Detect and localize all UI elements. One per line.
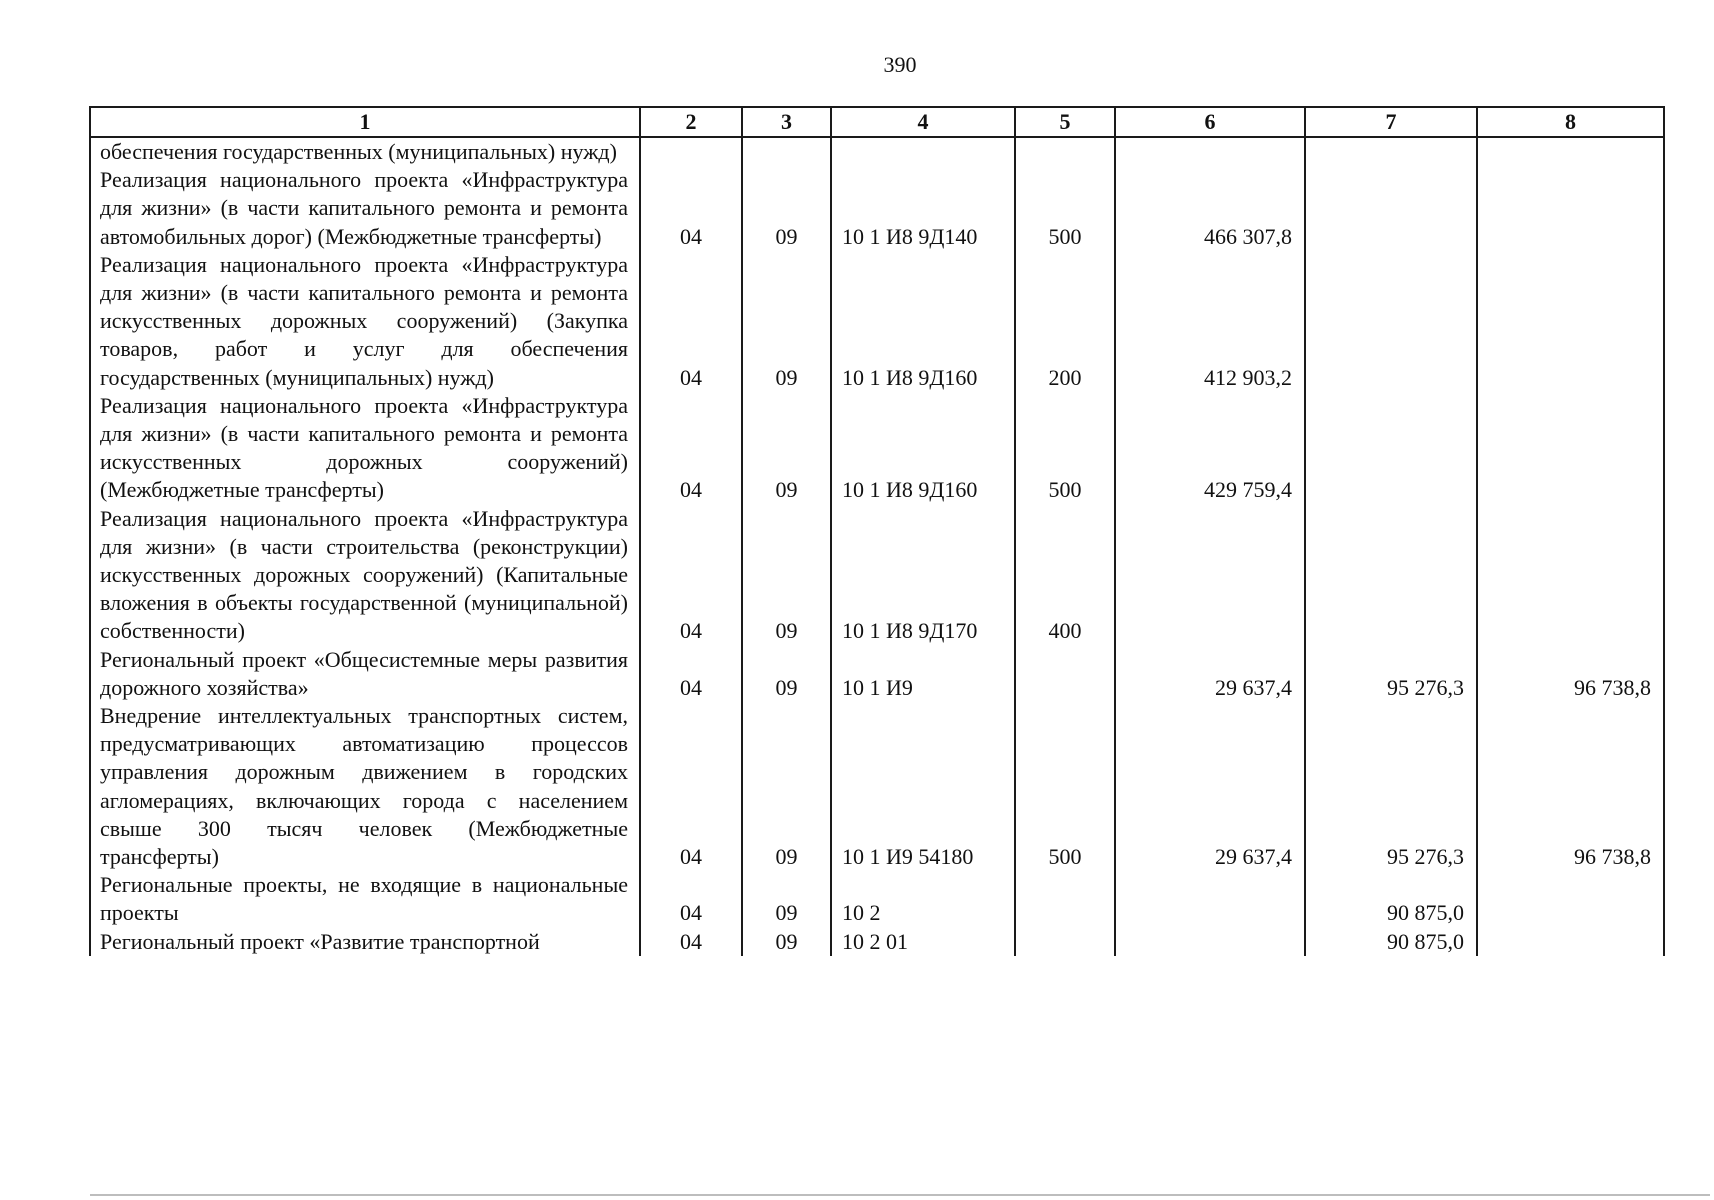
row-expense-type [1015,646,1115,702]
row-name: Региональные проекты, не входящие в национальные проекты [90,871,640,927]
row-amount-col6: 29 637,4 [1115,702,1305,871]
row-amount-col8 [1477,137,1664,166]
row-subsection [742,137,831,166]
row-amount-col8 [1477,392,1664,505]
row-expense-type: 200 [1015,251,1115,392]
row-target-code: 10 1 И9 54180 [831,702,1015,871]
table-row [90,646,1664,702]
row-target-code: 10 1 И8 9Д160 [831,251,1015,392]
header-col-8: 8 [1477,107,1664,137]
row-amount-col7: 90 875,0 [1305,928,1477,956]
row-target-code: 10 1 И8 9Д140 [831,166,1015,251]
row-section: 04 [640,251,742,392]
table-row [90,702,1664,871]
row-target-code: 10 2 [831,871,1015,927]
row-section: 04 [640,505,742,646]
row-name: Реализация национального проекта «Инфраструктура для жизни» (в части капитального ремонта и ремонта автомобильных дорог) (Межбюджетные трансферты) [90,166,640,251]
row-section: 04 [640,702,742,871]
row-subsection: 09 [742,166,831,251]
row-amount-col8 [1477,251,1664,392]
row-amount-col6: 466 307,8 [1115,166,1305,251]
row-subsection: 09 [742,928,831,956]
row-amount-col7: 90 875,0 [1305,871,1477,927]
header-col-6: 6 [1115,107,1305,137]
row-name: Реализация национального проекта «Инфраструктура для жизни» (в части строительства (реконструкции) искусственных дорожных сооружений) (Капитальные вложения в объекты государственной (муниципальной) собственности) [90,505,640,646]
table-row [90,137,1664,166]
row-amount-col6 [1115,505,1305,646]
scan-artifact-line [90,1194,1710,1196]
row-section: 04 [640,166,742,251]
row-target-code: 10 1 И8 9Д170 [831,505,1015,646]
row-subsection: 09 [742,251,831,392]
row-amount-col8 [1477,505,1664,646]
row-section: 04 [640,392,742,505]
row-amount-col6 [1115,928,1305,956]
row-target-code [831,137,1015,166]
row-name: Реализация национального проекта «Инфраструктура для жизни» (в части капитального ремонта и ремонта искусственных дорожных сооружений) (Межбюджетные трансферты) [90,392,640,505]
table-row [90,928,1664,956]
row-expense-type: 400 [1015,505,1115,646]
table-row [90,392,1664,505]
row-amount-col8: 96 738,8 [1477,702,1664,871]
row-amount-col6 [1115,137,1305,166]
row-expense-type: 500 [1015,392,1115,505]
row-subsection: 09 [742,646,831,702]
table-row [90,251,1664,392]
budget-table [89,106,1665,956]
row-amount-col8 [1477,928,1664,956]
row-target-code: 10 1 И8 9Д160 [831,392,1015,505]
row-amount-col7 [1305,505,1477,646]
row-amount-col7 [1305,137,1477,166]
header-col-4: 4 [831,107,1015,137]
row-amount-col8 [1477,166,1664,251]
header-col-7: 7 [1305,107,1477,137]
row-amount-col6: 29 637,4 [1115,646,1305,702]
header-col-1: 1 [90,107,640,137]
header-col-5: 5 [1015,107,1115,137]
row-target-code: 10 1 И9 [831,646,1015,702]
row-amount-col7 [1305,392,1477,505]
row-name: Реализация национального проекта «Инфраструктура для жизни» (в части капитального ремонта и ремонта искусственных дорожных сооружений) (Закупка товаров, работ и услуг для обеспечения государственных (муниципальных) нужд) [90,251,640,392]
row-amount-col7 [1305,166,1477,251]
header-col-2: 2 [640,107,742,137]
row-name: Региональный проект «Развитие транспортной [90,928,640,956]
row-amount-col7 [1305,251,1477,392]
row-name: обеспечения государственных (муниципальных) нужд) [90,137,640,166]
row-subsection: 09 [742,871,831,927]
row-subsection: 09 [742,702,831,871]
row-section [640,137,742,166]
table-row [90,871,1664,927]
row-target-code: 10 2 01 [831,928,1015,956]
row-expense-type [1015,871,1115,927]
row-expense-type [1015,928,1115,956]
row-expense-type: 500 [1015,166,1115,251]
row-amount-col8 [1477,871,1664,927]
row-amount-col6: 412 903,2 [1115,251,1305,392]
header-row [90,107,1664,137]
row-name: Региональный проект «Общесистемные меры развития дорожного хозяйства» [90,646,640,702]
row-expense-type: 500 [1015,702,1115,871]
table-row [90,166,1664,251]
table-row [90,505,1664,646]
row-amount-col7: 95 276,3 [1305,646,1477,702]
row-amount-col6 [1115,871,1305,927]
page-number: 390 [883,52,917,77]
row-expense-type [1015,137,1115,166]
row-section: 04 [640,928,742,956]
row-subsection: 09 [742,392,831,505]
row-section: 04 [640,646,742,702]
row-amount-col6: 429 759,4 [1115,392,1305,505]
header-col-3: 3 [742,107,831,137]
row-amount-col7: 95 276,3 [1305,702,1477,871]
row-amount-col8: 96 738,8 [1477,646,1664,702]
row-section: 04 [640,871,742,927]
row-subsection: 09 [742,505,831,646]
row-name: Внедрение интеллектуальных транспортных систем, предусматривающих автоматизацию процессов управления дорожным движением в городских агломерациях, включающих города с населением свыше 300 тысяч человек (Межбюджетные трансферты) [90,702,640,871]
